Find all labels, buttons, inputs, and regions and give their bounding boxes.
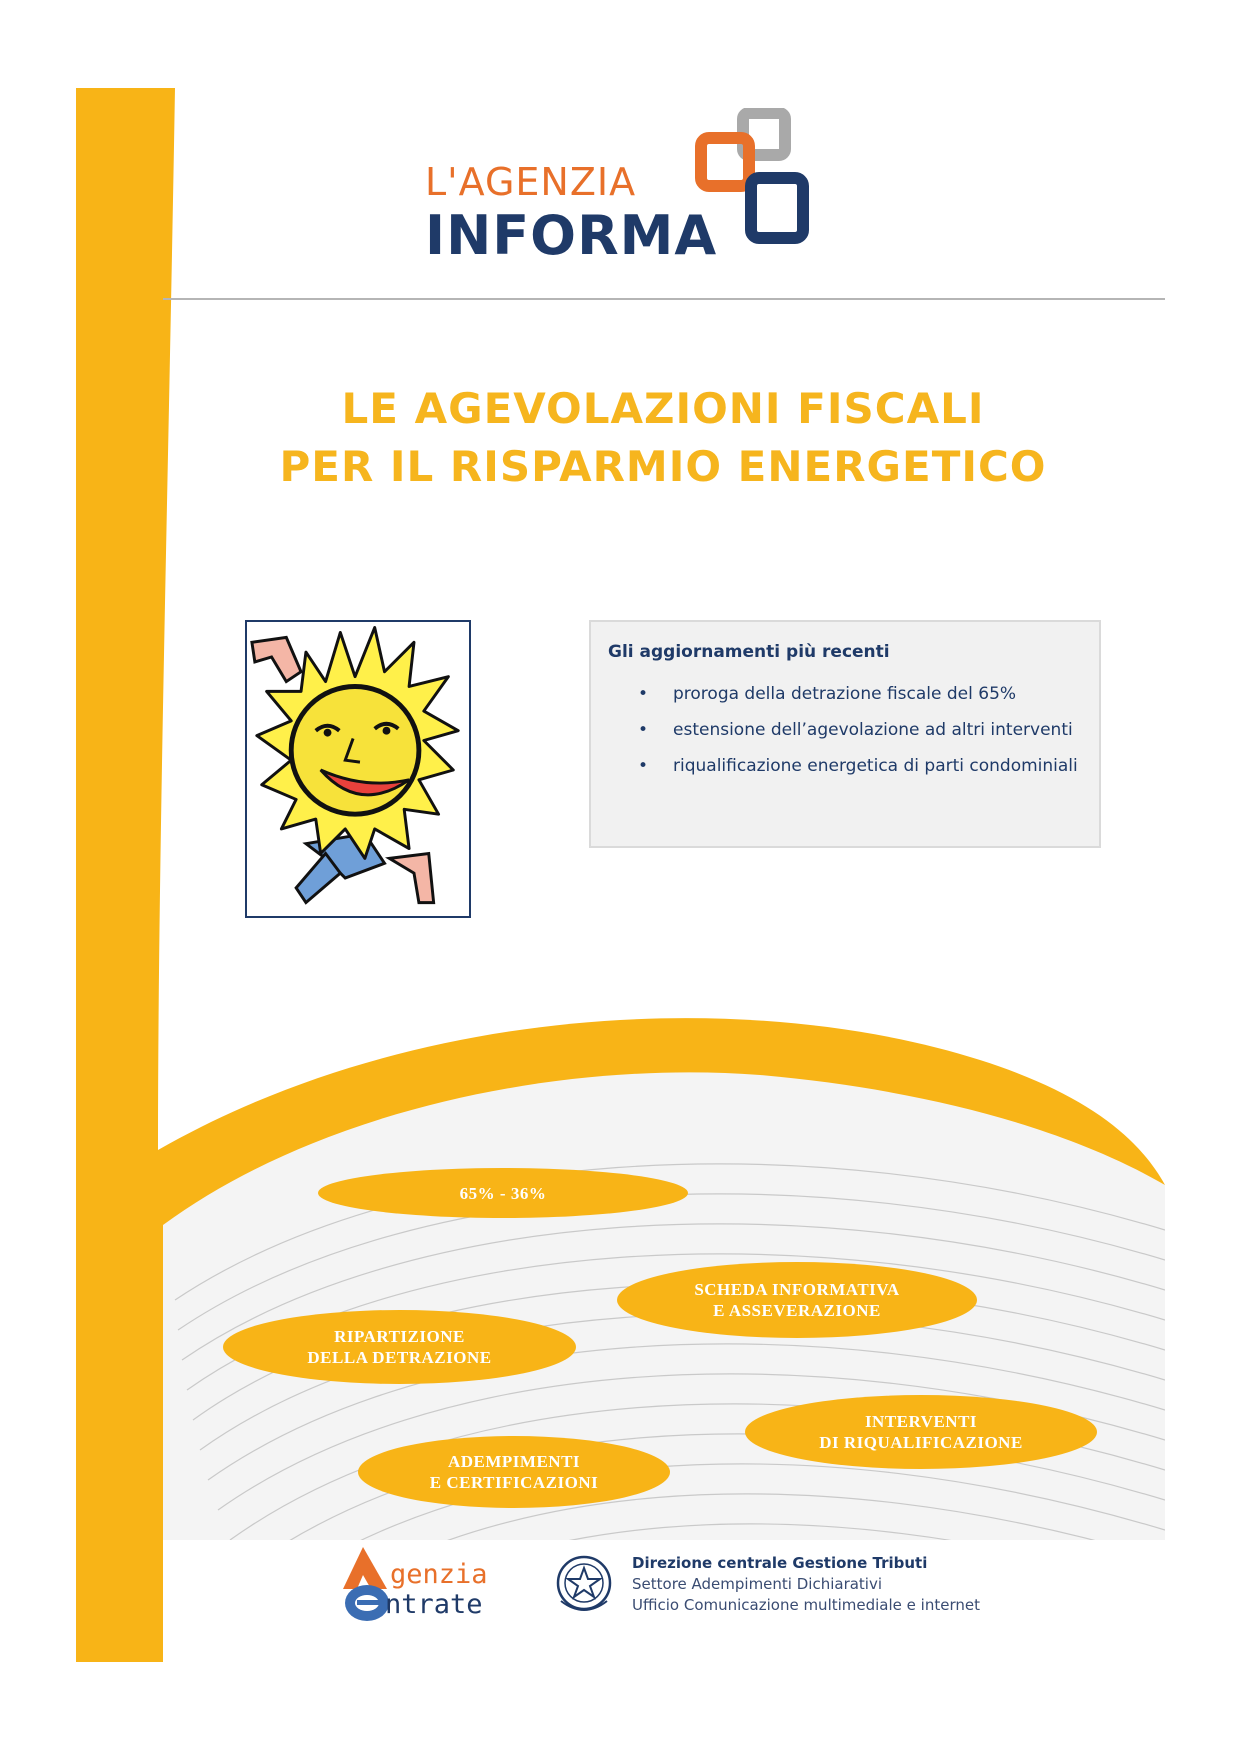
topic-rates-label: 65% - 36% [459, 1183, 547, 1203]
footer-line-3: Ufficio Comunicazione multimediale e internet [632, 1596, 980, 1614]
topic-interventi[interactable] [745, 1395, 1097, 1469]
logo-rings-icon [693, 108, 823, 248]
list-item: • estensione dell’agevolazione ad altri interventi [608, 718, 1079, 742]
sun-illustration [245, 620, 471, 918]
updates-list [608, 682, 1079, 778]
list-item: • riqualificazione energetica di parti condominiali [608, 754, 1079, 778]
topic-adempimenti[interactable] [358, 1436, 670, 1508]
topic-scheda-line-2: E ASSEVERAZIONE [713, 1301, 881, 1320]
header-divider [163, 298, 1165, 300]
topic-adempimenti-line-2: E CERTIFICAZIONI [429, 1473, 599, 1492]
topic-ripartizione[interactable] [223, 1310, 576, 1384]
logo-ntrate-text: ntrate [385, 1589, 483, 1620]
page-title [163, 380, 1163, 496]
agenzia-informa-logo [425, 100, 825, 270]
title-line-1: LE AGEVOLAZIONI FISCALI [341, 384, 985, 433]
list-item: • proroga della detrazione fiscale del 65% [608, 682, 1079, 706]
updates-heading: Gli aggiornamenti più recenti [608, 642, 890, 662]
topic-ripartizione-line-2: DELLA DETRAZIONE [307, 1348, 492, 1367]
footer-line-2: Settore Adempimenti Dichiarativi [632, 1575, 883, 1593]
topic-interventi-line-2: DI RIQUALIFICAZIONE [819, 1433, 1023, 1452]
title-line-2: PER IL RISPARMIO ENERGETICO [279, 442, 1047, 491]
topic-interventi-line-1: INTERVENTI [864, 1412, 978, 1431]
logo-line-agenzia: L'AGENZIA [425, 160, 637, 204]
logo-line-informa: INFORMA [425, 204, 718, 267]
topic-ripartizione-line-1: RIPARTIZIONE [334, 1327, 465, 1346]
footer-line-1: Direzione centrale Gestione Tributi [632, 1554, 928, 1572]
logo-genzia-text: genzia [390, 1559, 488, 1590]
topic-scheda-informativa[interactable] [617, 1262, 977, 1338]
italian-republic-emblem-icon [553, 1551, 615, 1619]
smiling-sun-icon [247, 622, 469, 916]
recent-updates-box [589, 620, 1101, 848]
agenzia-entrate-logo [335, 1545, 550, 1623]
topic-adempimenti-line-1: ADEMPIMENTI [447, 1452, 581, 1471]
topic-rates[interactable] [318, 1168, 688, 1218]
footer-office-text [632, 1553, 980, 1616]
topic-scheda-line-1: SCHEDA INFORMATIVA [694, 1280, 900, 1299]
